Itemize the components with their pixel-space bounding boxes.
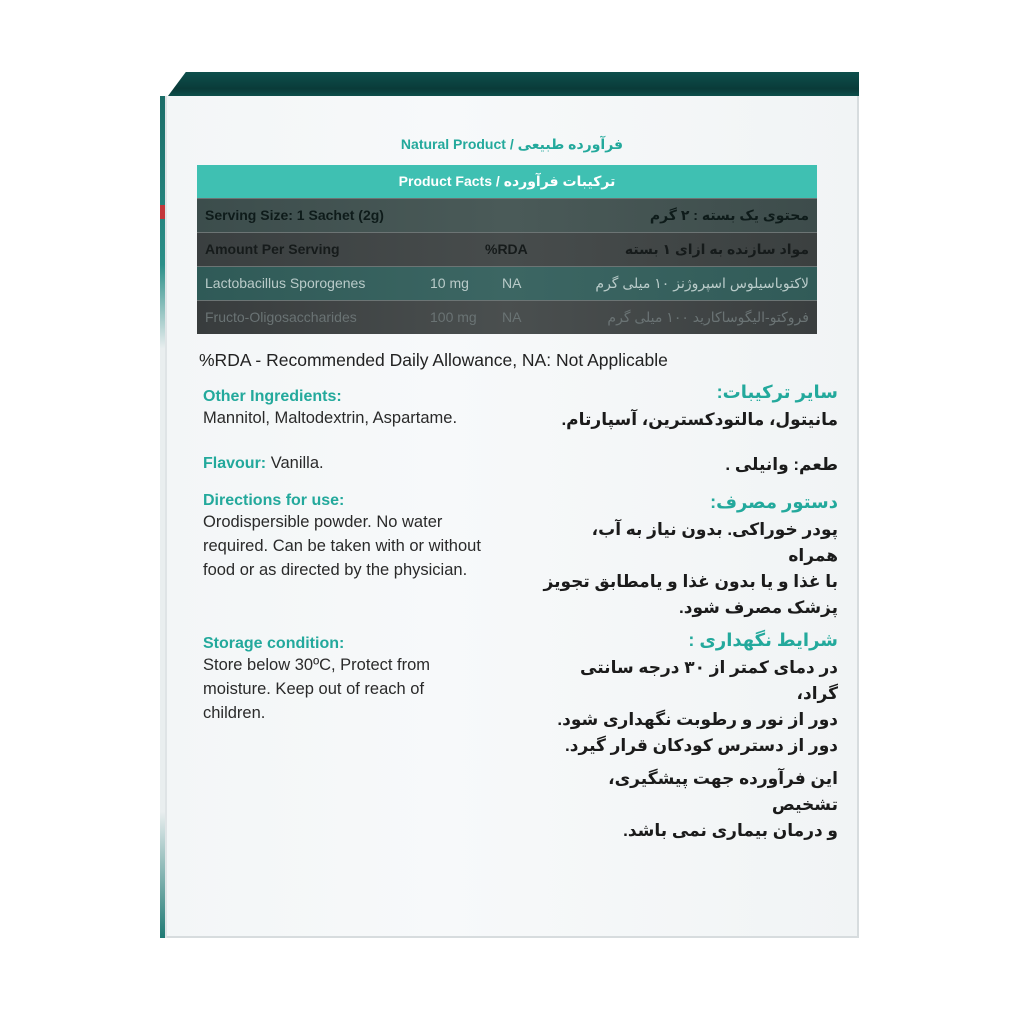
section-text: food or as directed by the physician. [203, 561, 468, 579]
directions-en [203, 492, 523, 582]
product-facts-table [197, 165, 817, 334]
section-heading: Directions for use: [203, 492, 345, 509]
row-rda: %RDA [485, 241, 528, 257]
other-ingredients-en [203, 388, 523, 430]
section-heading: Storage condition: [203, 635, 345, 652]
section-text: مانیتول، مالتودکسترین، آسپارتام. [561, 410, 838, 429]
storage-fa [538, 630, 838, 759]
section-text: پودر خوراکی. بدون نیاز به آب، همراه [591, 520, 838, 565]
table-row [197, 266, 817, 300]
row-label-en: Lactobacillus Sporogenes [205, 275, 366, 291]
row-quantity: 100 mg [430, 309, 477, 325]
section-text: این فرآورده جهت پیشگیری، تشخیص [608, 769, 838, 814]
section-heading: سایر ترکیبات: [716, 382, 838, 402]
row-label-en: Serving Size: 1 Sachet (2g) [205, 207, 384, 223]
section-text: در دمای کمتر از ۳۰ درجه سانتی گراد، [580, 658, 838, 703]
flavour-en [203, 451, 523, 476]
table-row [197, 198, 817, 232]
section-heading: Other Ingredients: [203, 388, 342, 405]
row-label-fa: مواد سازنده به ازای ۱ بسته [624, 241, 809, 257]
section-text: پزشک مصرف شود. [679, 598, 838, 617]
section-text: Store below 30ºC, Protect from [203, 656, 431, 674]
section-heading: دستور مصرف: [710, 492, 838, 512]
row-rda: NA [502, 309, 522, 325]
flavour-value: Vanilla. [266, 454, 324, 472]
row-label-fa: لاکتوباسیلوس اسپروژنز ۱۰ میلی گرم [595, 275, 809, 291]
row-quantity: 10 mg [430, 275, 469, 291]
row-label-en: Fructo-Oligosaccharides [205, 309, 357, 325]
row-label-fa: محتوی یک بسته : ۲ گرم [649, 207, 809, 223]
section-text: و درمان بیماری نمی باشد. [623, 821, 838, 840]
disclaimer-fa [538, 766, 838, 844]
section-text: required. Can be taken with or without [203, 537, 481, 555]
section-text: children. [203, 704, 266, 722]
section-text: Mannitol, Maltodextrin, Aspartame. [203, 409, 458, 427]
product-title: Natural Product / فرآورده طبیعی [400, 136, 624, 152]
section-text: moisture. Keep out of reach of [203, 680, 425, 698]
flavour-fa: طعم: وانیلی . [725, 455, 838, 474]
other-ingredients-fa [538, 382, 838, 433]
section-text: دور از نور و رطوبت نگهداری شود. [557, 710, 838, 729]
section-text: دور از دسترس کودکان قرار گیرد. [565, 736, 838, 755]
section-heading: شرایط نگهداری : [688, 630, 838, 650]
row-rda: NA [502, 275, 522, 291]
rda-note: %RDA - Recommended Daily Allowance, NA: Not Applicable [199, 350, 668, 370]
row-label-fa: فروکتو-الیگوساکارید ۱۰۰ میلی گرم [607, 309, 809, 325]
section-text: Orodispersible powder. No water [203, 513, 443, 531]
row-label-en: Amount Per Serving [205, 241, 340, 257]
directions-fa [538, 492, 838, 621]
section-text: با غذا و یا بدون غذا و یامطابق تجویز [543, 572, 838, 591]
table-row [197, 232, 817, 266]
flavour-label: Flavour: [203, 455, 267, 472]
storage-en [203, 635, 523, 725]
facts-heading: Product Facts / ترکیبات فرآورده [197, 165, 817, 198]
table-row [197, 300, 817, 334]
